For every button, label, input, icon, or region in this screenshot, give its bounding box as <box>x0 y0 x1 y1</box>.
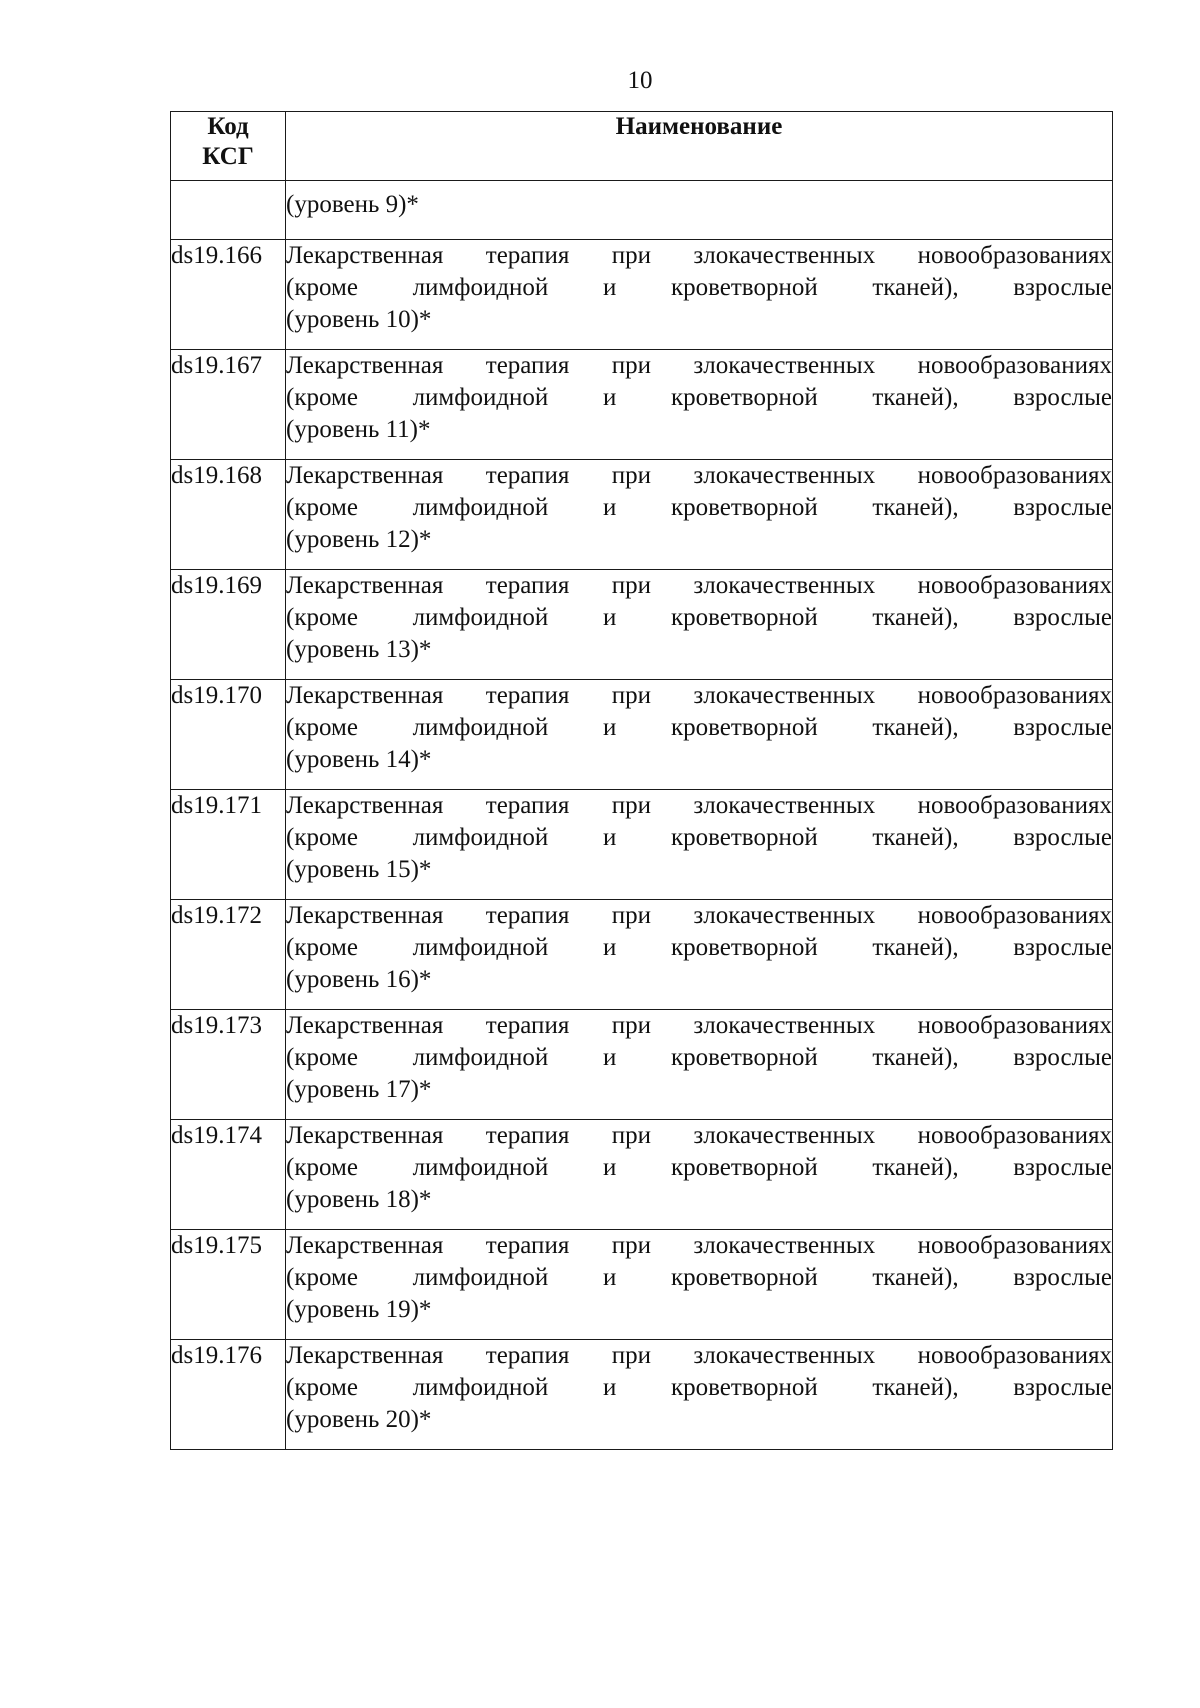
name-line2: (кроме лимфоидной и кроветворной тканей), взрослые <box>286 604 1112 631</box>
code-cell: ds19.173 <box>171 1010 286 1120</box>
name-line2: (кроме лимфоидной и кроветворной тканей), взрослые <box>286 714 1112 741</box>
name-line1: Лекарственная терапия при злокачественных новообразованиях <box>286 462 1112 489</box>
code-cell: ds19.166 <box>171 240 286 350</box>
code-cell: ds19.168 <box>171 460 286 570</box>
name-cell <box>286 1010 1113 1120</box>
name-line3: (уровень 10)* <box>286 306 432 333</box>
page-number: 10 <box>627 67 653 94</box>
name-cell: (уровень 9)* <box>286 181 1113 240</box>
header-name-cell: Наименование <box>286 112 1113 181</box>
code-cell <box>171 181 286 240</box>
name-cell <box>286 1230 1113 1340</box>
name-line2: (кроме лимфоидной и кроветворной тканей), взрослые <box>286 1044 1112 1071</box>
table-row <box>171 680 1113 790</box>
table-row <box>171 1340 1113 1450</box>
name-line2: (кроме лимфоидной и кроветворной тканей), взрослые <box>286 384 1112 411</box>
code-cell: ds19.169 <box>171 570 286 680</box>
name-line2: (кроме лимфоидной и кроветворной тканей), взрослые <box>286 1374 1112 1401</box>
name-line2: (кроме лимфоидной и кроветворной тканей), взрослые <box>286 1154 1112 1181</box>
name-cell <box>286 1120 1113 1230</box>
table-row <box>171 350 1113 460</box>
name-cell <box>286 460 1113 570</box>
name-line1: Лекарственная терапия при злокачественных новообразованиях <box>286 792 1112 819</box>
name-cell <box>286 900 1113 1010</box>
name-line3: (уровень 13)* <box>286 636 432 663</box>
code-cell: ds19.172 <box>171 900 286 1010</box>
table-body <box>171 181 1113 1450</box>
name-line2: (кроме лимфоидной и кроветворной тканей), взрослые <box>286 934 1112 961</box>
name-line3: (уровень 14)* <box>286 746 432 773</box>
name-cell <box>286 680 1113 790</box>
name-line1: Лекарственная терапия при злокачественных новообразованиях <box>286 1232 1112 1259</box>
name-line3: (уровень 19)* <box>286 1296 432 1323</box>
code-cell: ds19.174 <box>171 1120 286 1230</box>
table-header-row <box>171 112 1113 181</box>
table-row <box>171 900 1113 1010</box>
code-cell: ds19.167 <box>171 350 286 460</box>
name-cell <box>286 240 1113 350</box>
table-row <box>171 240 1113 350</box>
name-cell <box>286 1340 1113 1450</box>
code-cell: ds19.175 <box>171 1230 286 1340</box>
header-code-line2: КСГ <box>202 143 254 170</box>
name-line3: (уровень 12)* <box>286 526 432 553</box>
table-row <box>171 1120 1113 1230</box>
name-line3: (уровень 16)* <box>286 966 432 993</box>
table-row <box>171 570 1113 680</box>
name-line1: Лекарственная терапия при злокачественных новообразованиях <box>286 242 1112 269</box>
table-row <box>171 790 1113 900</box>
name-line3: (уровень 15)* <box>286 856 432 883</box>
table-row <box>171 460 1113 570</box>
name-line2: (кроме лимфоидной и кроветворной тканей), взрослые <box>286 494 1112 521</box>
name-line1: Лекарственная терапия при злокачественных новообразованиях <box>286 1122 1112 1149</box>
name-line2: (кроме лимфоидной и кроветворной тканей), взрослые <box>286 824 1112 851</box>
name-line1: Лекарственная терапия при злокачественных новообразованиях <box>286 902 1112 929</box>
code-cell: ds19.170 <box>171 680 286 790</box>
name-line2: (кроме лимфоидной и кроветворной тканей), взрослые <box>286 274 1112 301</box>
table-row <box>171 1010 1113 1120</box>
code-cell: ds19.176 <box>171 1340 286 1450</box>
name-cell <box>286 790 1113 900</box>
name-line3: (уровень 17)* <box>286 1076 432 1103</box>
name-cell <box>286 570 1113 680</box>
name-line1: Лекарственная терапия при злокачественных новообразованиях <box>286 1342 1112 1369</box>
code-cell: ds19.171 <box>171 790 286 900</box>
header-code-line1: Код <box>207 113 249 140</box>
name-line1: Лекарственная терапия при злокачественных новообразованиях <box>286 1012 1112 1039</box>
name-line3: (уровень 11)* <box>286 416 431 443</box>
ksg-table <box>170 111 1113 1450</box>
name-line3: (уровень 18)* <box>286 1186 432 1213</box>
name-line2: (кроме лимфоидной и кроветворной тканей), взрослые <box>286 1264 1112 1291</box>
name-line1: Лекарственная терапия при злокачественных новообразованиях <box>286 572 1112 599</box>
name-line1: Лекарственная терапия при злокачественных новообразованиях <box>286 682 1112 709</box>
table-row-continuation <box>171 181 1113 240</box>
table-row <box>171 1230 1113 1340</box>
name-line3: (уровень 20)* <box>286 1406 432 1433</box>
header-code-cell <box>171 112 286 181</box>
name-line1: Лекарственная терапия при злокачественных новообразованиях <box>286 352 1112 379</box>
name-cell <box>286 350 1113 460</box>
